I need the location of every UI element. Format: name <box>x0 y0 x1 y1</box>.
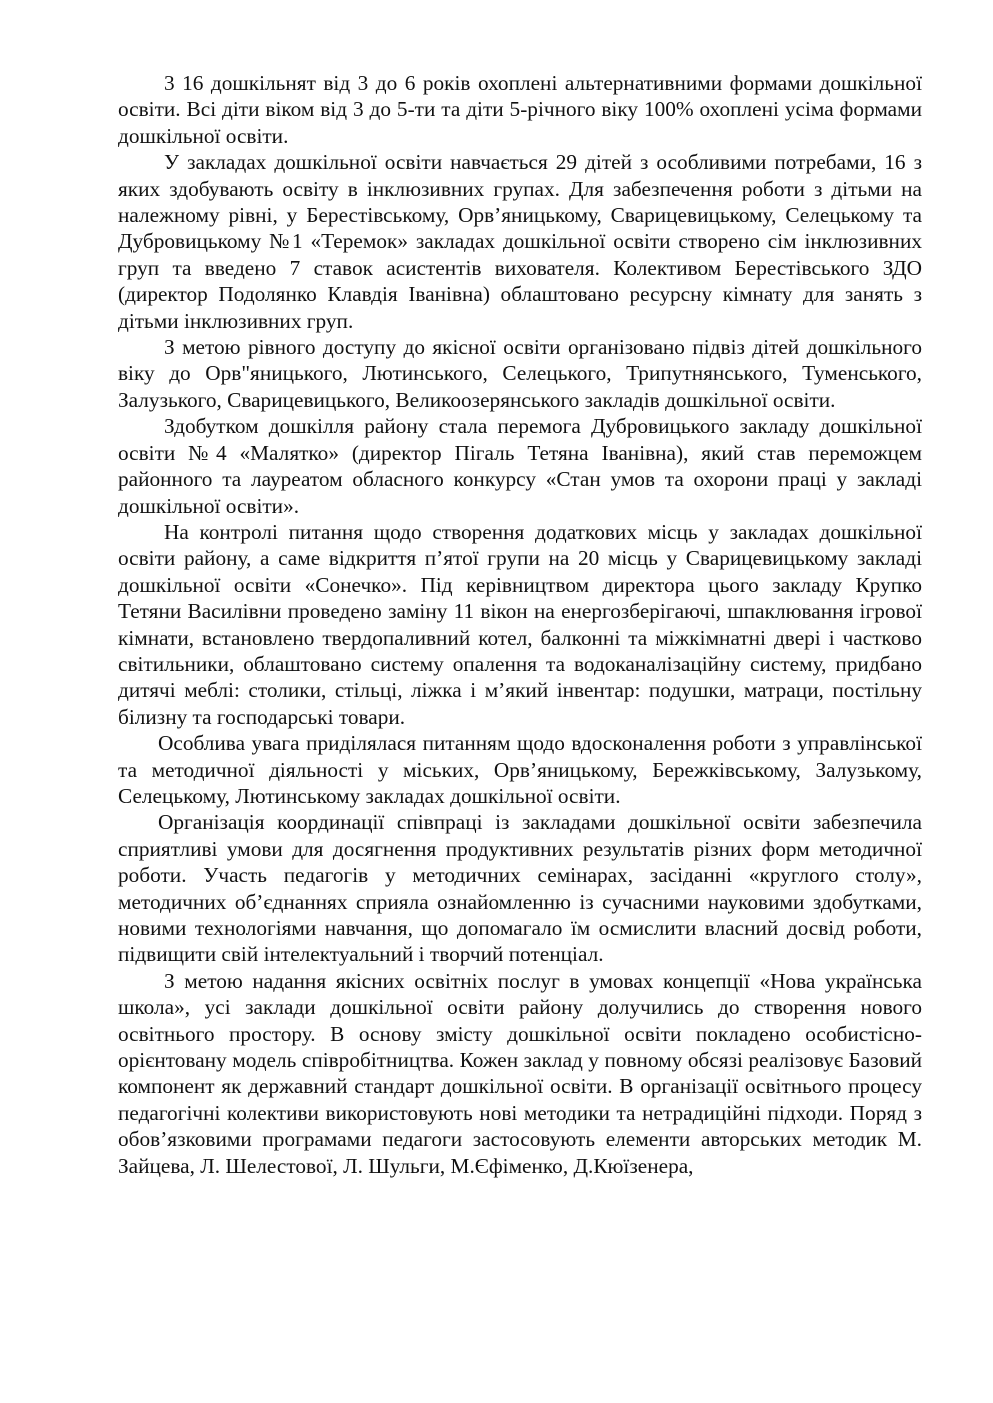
paragraph-inclusive-groups: У закладах дошкільної освіти навчається 29 дітей з особливими потребами, 16 з яких здобувають освіту в інклюзивних групах. Для забезпечення роботи з дітьми на належному рівні, у Берестівському, Орв’яницькому, Сварицевицькому, Селецькому та Дубровицькому №1 «Теремок» закладах дошкільної освіти створено сім інклюзивних груп та введено 7 ставок асистентів вихователя. Колективом Берестівського ЗДО (директор Подолянко Клавдія Іванівна) облаштовано ресурсну кімнату для занять з дітьми інклюзивних груп. <box>118 150 922 333</box>
paragraph-contest-achievement: Здобутком дошкілля району стала перемога Дубровицького закладу дошкільної освіти №4 «Малятко» (директор Пігаль Тетяна Іванівна), який став переможцем районного та лауреатом обласного конкурсу «Стан умов та охорони праці у закладі дошкільної освіти». <box>118 414 922 518</box>
paragraph-management-methodology: Особлива увага приділялася питанням щодо вдосконалення роботи з управлінської та методичної діяльності у міських, Орв’яницькому, Бережківському, Залузькому, Селецькому, Лютинському закладах дошкільної освіти. <box>118 731 922 808</box>
paragraph-new-ukrainian-school: З метою надання якісних освітніх послуг в умовах концепції «Нова українська школа», усі заклади дошкільної освіти району долучились до створення нового освітнього простору. В основу змісту дошкільної освіти покладено особистісно-орієнтовану модель співробітництва. Кожен заклад у повному обсязі реалізовує Базовий компонент як державний стандарт дошкільної освіти. В організації освітнього процесу педагогічні колективи використовують нові методики та нетрадиційні підходи. Поряд з обов’язковими програмами педагоги застосовують елементи авторських методик М. Зайцева, Л. Шелестової, Л. Шульги, М.Єфіменко, Д.Кюїзенера, <box>118 968 922 1178</box>
document-body <box>118 70 922 1179</box>
paragraph-methodical-cooperation: Організація координації співпраці із закладами дошкільної освіти забезпечила сприятливі умови для досягнення продуктивних результатів різних форм методичної роботи. Участь педагогів у методичних семінарах, засіданні «круглого столу», методичних об’єднаннях сприяла ознайомленню із сучасними науковими здобутками, новими технологіями навчання, що допомагало їм осмислити власний досвід роботи, підвищити свій інтелектуальний і творчий потенціал. <box>118 810 922 967</box>
paragraph-additional-places: На контролі питання щодо створення додаткових місць у закладах дошкільної освіти району, а саме відкриття п’ятої групи на 20 місць у Сварицевицькому закладі дошкільної освіти «Сонечко». Під керівництвом директора цього закладу Крупко Тетяни Василівни проведено заміну 11 вікон на енергозберігаючі, шпаклювання ігрової кімнати, встановлено твердопаливний котел, балконні та міжкімнатні двері і частково світильники, облаштовано систему опалення та водоканалізаційну систему, придбано дитячі меблі: столики, стільці, ліжка і м’який інвентар: подушки, матраци, постільну білизну та господарські товари. <box>118 519 922 729</box>
paragraph-transport-access: З метою рівного доступу до якісної освіти організовано підвіз дітей дошкільного віку до Орв"яницького, Лютинського, Селецького, Трипутнянського, Туменського, Залузького, Сварицевицького, Великоозерянського закладів дошкільної освіти. <box>118 335 922 412</box>
paragraph-preschool-coverage: 3 16 дошкільнят від 3 до 6 років охоплені альтернативними формами дошкільної освіти. Всі діти віком від 3 до 5-ти та діти 5-річного віку 100% охоплені усіма формами дошкільної освіти. <box>118 71 922 148</box>
